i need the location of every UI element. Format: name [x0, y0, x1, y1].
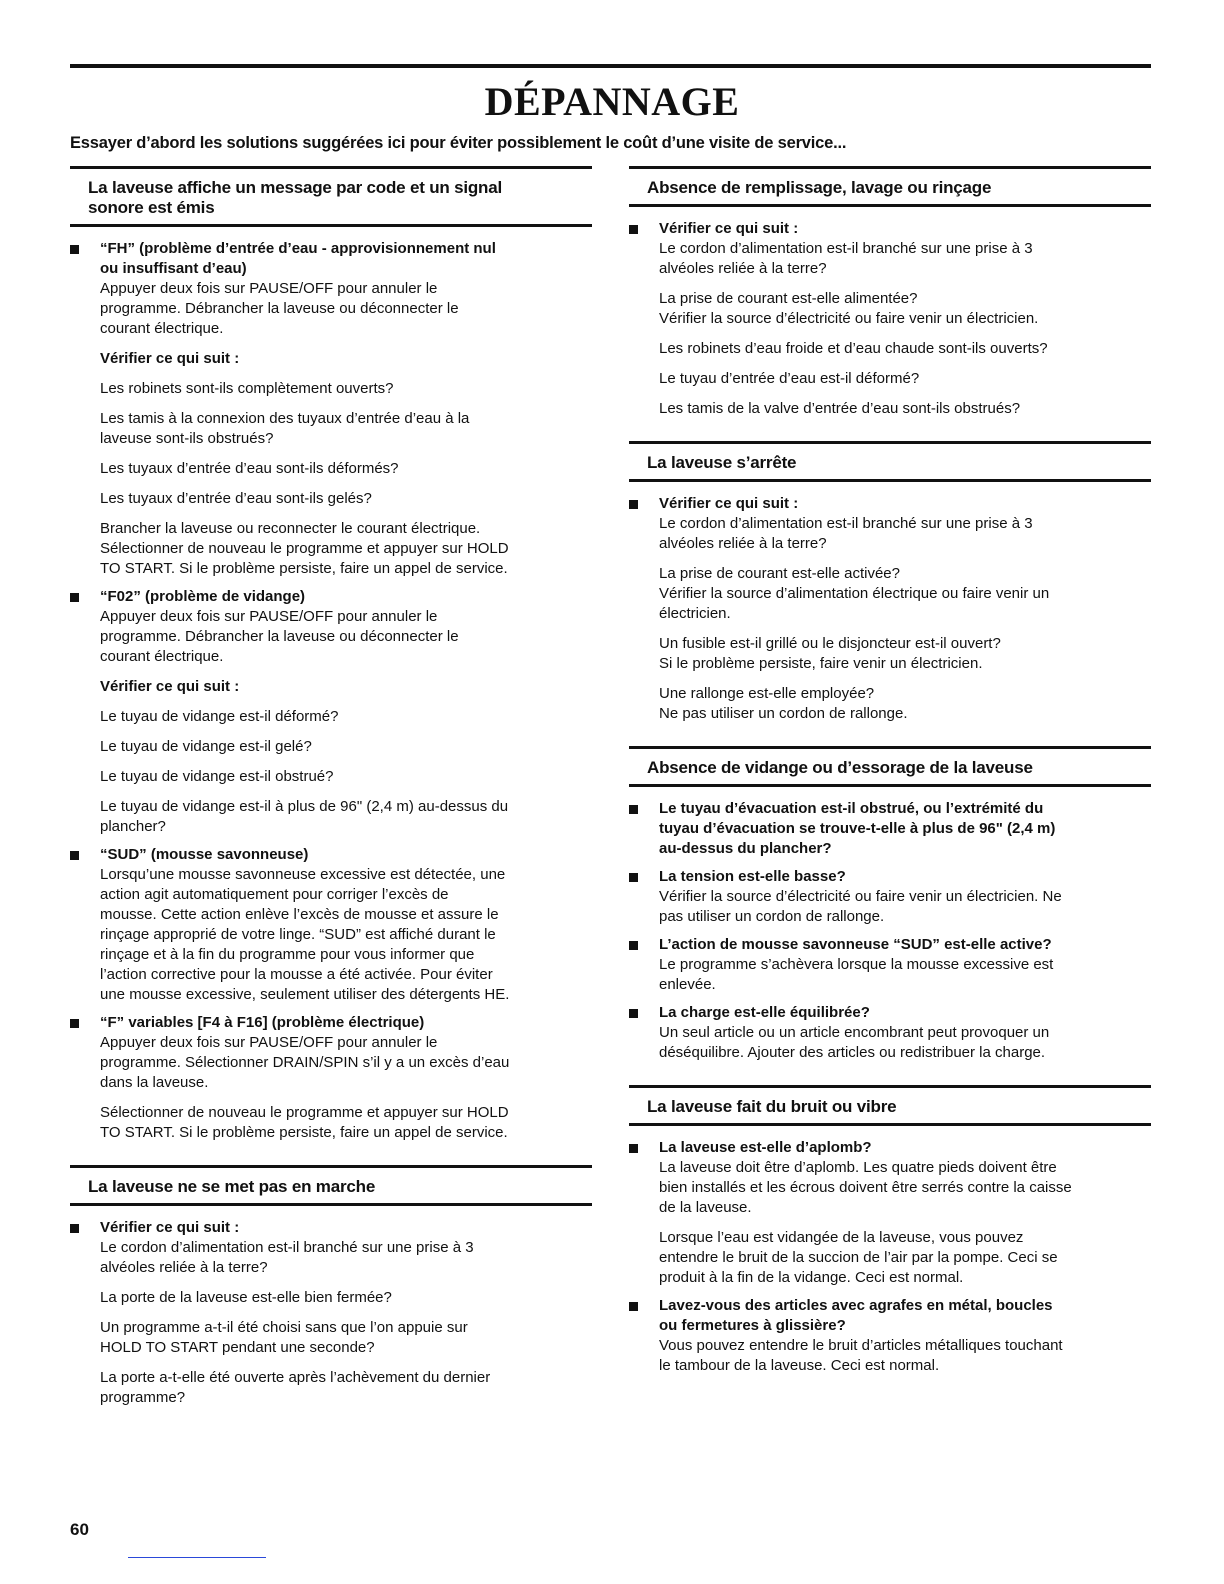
text-line: Appuyer deux fois sur PAUSE/OFF pour annuler le [100, 608, 438, 625]
section-body [629, 482, 1151, 724]
item-title-line: La tension est-elle basse? [659, 868, 846, 885]
square-bullet-icon [629, 1009, 638, 1018]
section-heading-line: sonore est émis [88, 198, 215, 217]
text-line: Les tuyaux d’entrée d’eau sont-ils déformés? [100, 460, 399, 477]
item-title [659, 1138, 1151, 1158]
text-line: courant électrique. [100, 648, 224, 665]
section-heading-line: Absence de remplissage, lavage ou rinçage [647, 178, 992, 197]
section-body [70, 227, 592, 1143]
text-line: électricien. [659, 605, 731, 622]
list-item [629, 1003, 1151, 1063]
text-line: programme. Sélectionner DRAIN/SPIN s’il y a un excès d’eau [100, 1054, 510, 1071]
paragraph [100, 1318, 592, 1358]
paragraph [100, 279, 592, 339]
list-item [629, 494, 1151, 724]
list-item [629, 219, 1151, 419]
paragraph [100, 797, 592, 837]
section-heading-line: La laveuse s’arrête [647, 453, 797, 472]
text-line: TO START. Si le problème persiste, faire un appel de service. [100, 1124, 508, 1141]
text-line: Un seul article ou un article encombrant peut provoquer un [659, 1024, 1050, 1041]
square-bullet-icon [70, 245, 79, 254]
text-line: Les tamis à la connexion des tuyaux d’entrée d’eau à la [100, 410, 470, 427]
item-title [659, 1003, 1151, 1023]
item-title-line: “F02” (problème de vidange) [100, 588, 306, 605]
list-item [629, 1296, 1151, 1376]
section-heading [629, 441, 1151, 482]
text-line: Ne pas utiliser un cordon de rallonge. [659, 705, 908, 722]
paragraph [659, 369, 1151, 389]
list-item [70, 1013, 592, 1143]
text-line: enlevée. [659, 976, 716, 993]
paragraph [659, 339, 1151, 359]
text-line: rinçage approprié de votre linge. “SUD” est affiché durant le [100, 926, 496, 943]
intro-text: Essayer d’abord les solutions suggérées ici pour éviter possiblement le coût d’une visite de service... [70, 134, 847, 152]
link-underline [128, 1557, 266, 1558]
item-title [659, 867, 1151, 887]
paragraph [100, 737, 592, 757]
text-line: Les robinets sont-ils complètement ouverts? [100, 380, 394, 397]
paragraph [100, 1033, 592, 1093]
paragraph [659, 289, 1151, 329]
text-line: HOLD TO START pendant une seconde? [100, 1339, 375, 1356]
item-title-line: Vérifier ce qui suit : [659, 495, 799, 512]
text-line: Lorsqu’une mousse savonneuse excessive est détectée, une [100, 866, 506, 883]
section-heading-line: Absence de vidange ou d’essorage de la laveuse [647, 758, 1033, 777]
left-column [70, 166, 592, 1416]
paragraph [100, 707, 592, 727]
text-line: programme. Débrancher la laveuse ou déconnecter le [100, 628, 459, 645]
paragraph [100, 1238, 592, 1278]
text-line: La porte a-t-elle été ouverte après l’achèvement du dernier [100, 1369, 491, 1386]
square-bullet-icon [629, 805, 638, 814]
section-spacer [629, 732, 1151, 746]
list-item [70, 845, 592, 1005]
paragraph [100, 1368, 592, 1408]
section-heading [70, 1165, 592, 1206]
text-line: déséquilibre. Ajouter des articles ou redistribuer la charge. [659, 1044, 1046, 1061]
text-line: Les tuyaux d’entrée d’eau sont-ils gelés? [100, 490, 372, 507]
text-line: Appuyer deux fois sur PAUSE/OFF pour annuler le [100, 1034, 438, 1051]
text-line: alvéoles reliée à la terre? [659, 260, 827, 277]
paragraph [100, 607, 592, 667]
item-title-line: ou insuffisant d’eau) [100, 260, 247, 277]
text-line: le tambour de la laveuse. Ceci est normal. [659, 1357, 940, 1374]
text-line: pas utiliser un cordon de rallonge. [659, 908, 885, 925]
item-title-line: ou fermetures à glissière? [659, 1317, 846, 1334]
item-title-line: Vérifier ce qui suit : [100, 1219, 240, 1236]
section-body [70, 1206, 592, 1408]
section-spacer [629, 427, 1151, 441]
paragraph [100, 519, 592, 579]
list-item [70, 1218, 592, 1408]
text-line: Un fusible est-il grillé ou le disjoncteur est-il ouvert? [659, 635, 1001, 652]
square-bullet-icon [70, 1019, 79, 1028]
text-line: Vérifier ce qui suit : [100, 350, 240, 367]
paragraph [100, 409, 592, 449]
text-line: Les tamis de la valve d’entrée d’eau sont-ils obstrués? [659, 400, 1021, 417]
text-line: Le tuyau d’entrée d’eau est-il déformé? [659, 370, 920, 387]
text-line: Vérifier la source d’alimentation électrique ou faire venir un [659, 585, 1050, 602]
paragraph [659, 887, 1151, 927]
item-title-line: Vérifier ce qui suit : [659, 220, 799, 237]
section-heading [629, 166, 1151, 207]
section-body [629, 207, 1151, 419]
paragraph [659, 684, 1151, 724]
text-line: Le tuyau de vidange est-il à plus de 96" (2,4 m) au-dessus du [100, 798, 509, 815]
page-number: 60 [70, 1520, 89, 1539]
item-title-line: tuyau d’évacuation se trouve-t-elle à plus de 96" (2,4 m) [659, 820, 1056, 837]
list-item [629, 1138, 1151, 1288]
section-spacer [70, 1151, 592, 1165]
section-body [629, 787, 1151, 1063]
text-line: Vérifier la source d’électricité ou faire venir un électricien. Ne [659, 888, 1062, 905]
list-item [70, 587, 592, 837]
text-line: Sélectionner de nouveau le programme et appuyer sur HOLD [100, 1104, 509, 1121]
section-body [629, 1126, 1151, 1376]
square-bullet-icon [629, 1144, 638, 1153]
paragraph [659, 1023, 1151, 1063]
text-line: bien installés et les écrous doivent être serrés contre la caisse [659, 1179, 1072, 1196]
paragraph [659, 1228, 1151, 1288]
paragraph [100, 379, 592, 399]
item-title-line: “FH” (problème d’entrée d’eau - approvisionnement nul [100, 240, 496, 257]
text-line: une mousse excessive, seulement utiliser des détergents HE. [100, 986, 510, 1003]
item-title [100, 1013, 592, 1033]
list-item [629, 799, 1151, 859]
text-line: action agit automatiquement pour corriger l’excès de [100, 886, 449, 903]
text-line: programme? [100, 1389, 186, 1406]
item-title [100, 239, 592, 279]
paragraph [659, 1158, 1151, 1218]
text-line: Brancher la laveuse ou reconnecter le courant électrique. [100, 520, 481, 537]
text-line: produit à la fin de la vidange. Ceci est normal. [659, 1269, 964, 1286]
text-line: Appuyer deux fois sur PAUSE/OFF pour annuler le [100, 280, 438, 297]
text-line: Les robinets d’eau froide et d’eau chaude sont-ils ouverts? [659, 340, 1048, 357]
text-line: courant électrique. [100, 320, 224, 337]
text-line: La laveuse doit être d’aplomb. Les quatre pieds doivent être [659, 1159, 1057, 1176]
paragraph [100, 767, 592, 787]
text-line: mousse. Cette action enlève l’excès de mousse et assure le [100, 906, 499, 923]
text-line: alvéoles reliée à la terre? [659, 535, 827, 552]
text-line: l’action corrective pour la mousse a été activée. Pour éviter [100, 966, 493, 983]
section-heading-line: La laveuse ne se met pas en marche [88, 1177, 376, 1196]
square-bullet-icon [629, 500, 638, 509]
square-bullet-icon [70, 851, 79, 860]
text-line: La porte de la laveuse est-elle bien fermée? [100, 1289, 392, 1306]
paragraph [100, 489, 592, 509]
section-heading [629, 746, 1151, 787]
check-label [100, 349, 592, 369]
text-line: laveuse sont-ils obstrués? [100, 430, 274, 447]
text-line: alvéoles reliée à la terre? [100, 1259, 268, 1276]
paragraph [659, 399, 1151, 419]
section-heading-line: La laveuse affiche un message par code et un signal [88, 178, 503, 197]
square-bullet-icon [629, 941, 638, 950]
square-bullet-icon [70, 1224, 79, 1233]
item-title-line: La charge est-elle équilibrée? [659, 1004, 870, 1021]
paragraph [100, 459, 592, 479]
paragraph [659, 514, 1151, 554]
section-heading [70, 166, 592, 227]
item-title [659, 935, 1151, 955]
text-line: dans la laveuse. [100, 1074, 209, 1091]
item-title-line: Le tuyau d’évacuation est-il obstrué, ou l’extrémité du [659, 800, 1044, 817]
section-heading-line: La laveuse fait du bruit ou vibre [647, 1097, 897, 1116]
square-bullet-icon [629, 1302, 638, 1311]
text-line: Si le problème persiste, faire venir un électricien. [659, 655, 983, 672]
text-line: Le cordon d’alimentation est-il branché sur une prise à 3 [100, 1239, 474, 1256]
text-line: Vérifier la source d’électricité ou faire venir un électricien. [659, 310, 1039, 327]
text-line: rinçage et à la fin du programme pour vous informer que [100, 946, 475, 963]
paragraph [100, 865, 592, 1005]
item-title [659, 1296, 1151, 1336]
right-column [629, 166, 1151, 1384]
paragraph [659, 239, 1151, 279]
list-item [629, 867, 1151, 927]
item-title [100, 1218, 592, 1238]
text-line: de la laveuse. [659, 1199, 752, 1216]
check-label [100, 677, 592, 697]
text-line: Le tuyau de vidange est-il obstrué? [100, 768, 334, 785]
paragraph [100, 1103, 592, 1143]
item-title-line: L’action de mousse savonneuse “SUD” est-elle active? [659, 936, 1052, 953]
text-line: Le cordon d’alimentation est-il branché sur une prise à 3 [659, 515, 1033, 532]
paragraph [659, 1336, 1151, 1376]
list-item [70, 239, 592, 579]
item-title [659, 219, 1151, 239]
paragraph [659, 955, 1151, 995]
section-heading [629, 1085, 1151, 1126]
item-title [659, 494, 1151, 514]
text-line: Lorsque l’eau est vidangée de la laveuse, vous pouvez [659, 1229, 1024, 1246]
text-line: plancher? [100, 818, 166, 835]
text-line: Un programme a-t-il été choisi sans que l’on appuie sur [100, 1319, 468, 1336]
text-line: Le tuyau de vidange est-il gelé? [100, 738, 312, 755]
item-title-line: Lavez-vous des articles avec agrafes en métal, boucles [659, 1297, 1053, 1314]
square-bullet-icon [629, 225, 638, 234]
item-title-line: La laveuse est-elle d’aplomb? [659, 1139, 872, 1156]
text-line: programme. Débrancher la laveuse ou déconnecter le [100, 300, 459, 317]
item-title-line: au-dessus du plancher? [659, 840, 832, 857]
text-line: Vérifier ce qui suit : [100, 678, 240, 695]
text-line: Le tuyau de vidange est-il déformé? [100, 708, 339, 725]
text-line: Une rallonge est-elle employée? [659, 685, 875, 702]
text-line: Le programme s’achèvera lorsque la mousse excessive est [659, 956, 1054, 973]
text-line: La prise de courant est-elle alimentée? [659, 290, 918, 307]
paragraph [659, 564, 1151, 624]
list-item [629, 935, 1151, 995]
text-line: TO START. Si le problème persiste, faire un appel de service. [100, 560, 508, 577]
square-bullet-icon [70, 593, 79, 602]
text-line: Sélectionner de nouveau le programme et appuyer sur HOLD [100, 540, 509, 557]
item-title [100, 587, 592, 607]
square-bullet-icon [629, 873, 638, 882]
page-title: DÉPANNAGE [484, 79, 740, 124]
top-rule [70, 64, 1151, 68]
text-line: Le cordon d’alimentation est-il branché sur une prise à 3 [659, 240, 1033, 257]
item-title [100, 845, 592, 865]
item-title [659, 799, 1151, 859]
section-spacer [629, 1071, 1151, 1085]
text-line: Vous pouvez entendre le bruit d’articles métalliques touchant [659, 1337, 1063, 1354]
paragraph [659, 634, 1151, 674]
text-line: entendre le bruit de la succion de l’air par la pompe. Ceci se [659, 1249, 1058, 1266]
text-line: La prise de courant est-elle activée? [659, 565, 900, 582]
paragraph [100, 1288, 592, 1308]
item-title-line: “SUD” (mousse savonneuse) [100, 846, 309, 863]
item-title-line: “F” variables [F4 à F16] (problème électrique) [100, 1014, 425, 1031]
